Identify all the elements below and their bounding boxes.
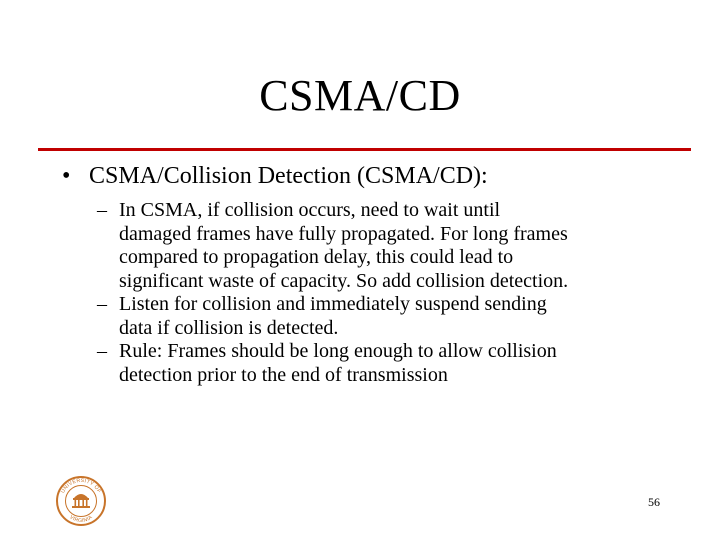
title-divider: [38, 148, 691, 151]
page-number: 56: [648, 495, 660, 509]
main-bullet-text: CSMA/Collision Detection (CSMA/CD):: [89, 163, 488, 189]
sub-bullet-listen: [97, 293, 697, 340]
sub-bullet-line: damaged frames have fully propagated. For long frames: [119, 222, 568, 245]
sub-bullet-line: compared to propagation delay, this could lead to: [119, 246, 514, 268]
sub-bullet-line: data if collision is detected.: [119, 316, 339, 339]
sub-bullet-line: Listen for collision and immediately suspend sending: [119, 293, 547, 315]
slide-title: CSMA/CD: [259, 71, 461, 120]
dash-marker: –: [97, 293, 107, 315]
sub-bullet-rule: [97, 340, 697, 387]
sub-bullet-line: Rule: Frames should be long enough to allow collision: [119, 340, 557, 362]
sub-bullet-line: detection prior to the end of transmission: [119, 363, 448, 386]
dash-marker: –: [97, 340, 107, 362]
dash-marker: –: [97, 199, 107, 221]
sub-bullet-line: significant waste of capacity. So add collision detection.: [119, 269, 569, 292]
svg-text:UNIVERSITY OF: UNIVERSITY OF: [60, 477, 102, 495]
svg-text:VIRGINIA: VIRGINIA: [68, 514, 94, 525]
university-seal-icon: [55, 475, 107, 527]
sub-bullet-line: In CSMA, if collision occurs, need to wait until: [119, 199, 501, 221]
sub-bullet-collision-wait: [97, 199, 697, 293]
sub-bullet-list: [97, 199, 697, 387]
bullet-marker: •: [62, 163, 71, 189]
